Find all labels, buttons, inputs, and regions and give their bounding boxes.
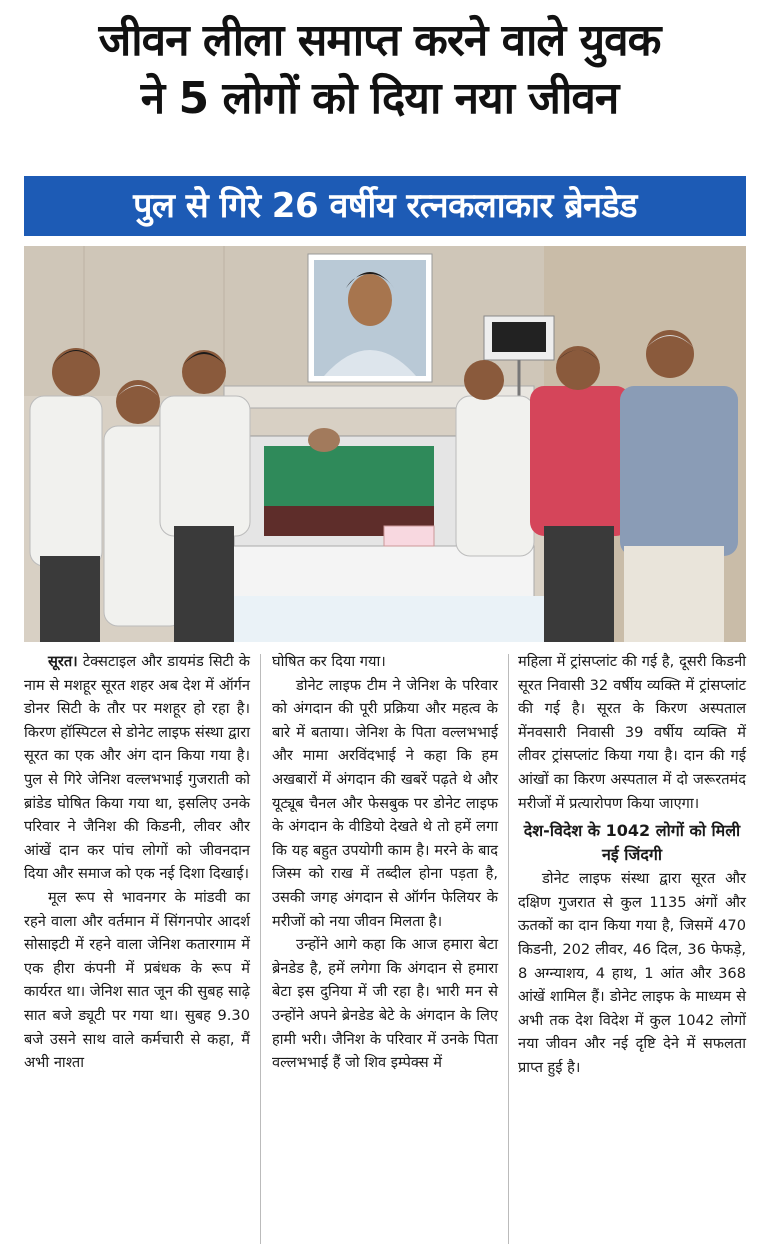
column-divider bbox=[508, 654, 509, 1244]
article-column-1 bbox=[24, 650, 250, 1246]
headline-line-1: जीवन लीला समाप्त करने वाले युवक bbox=[98, 15, 661, 66]
article-paragraph: डोनेट लाइफ टीम ने जेनिश के परिवार को अंगदान की पूरी प्रक्रिया और महत्व के बारे में बताया। जेनिश के पिता वल्लभभाई और मामा अरविंदभाई ने कहा कि हम अखबारों में अंगदान की खबरें पढ़ते थे और यूट्यूब चैनल और फेसबुक पर डोनेट लाइफ के अंगदान के वीडियो देखते थे तो हमें लगा कि यह बहुत उपयोगी काम है। मरने के बाद जिस्म को राख में तब्दील होना पड़ता है, उसकी जगह अंगदान से ऑर्गन फेलियर के मरीजों को नया जीवन मिलता है। bbox=[272, 676, 498, 930]
article-column-3 bbox=[518, 650, 746, 1246]
hospital-photo bbox=[24, 246, 746, 642]
subheadline-banner: पुल से गिरे 26 वर्षीय रत्नकलाकार ब्रेनडेड bbox=[24, 176, 746, 236]
column-divider bbox=[260, 654, 261, 1244]
article-paragraph: डोनेट लाइफ संस्था द्वारा सूरत और दक्षिण गुजरात से कुल 1135 अंगों और ऊतकों का दान किया गया है, जिसमें 470 किडनी, 202 लीवर, 46 दिल, 36 फेफड़े, 8 अग्न्याशय, 4 हाथ, 1 आंत और 368 आंखें शामिल हैं। डोनेट लाइफ के माध्यम से अभी तक देश विदेश में कुल 1042 लोगों नया जीवन और नई दृष्टि देने में सफलता प्राप्त हुई है। bbox=[518, 870, 746, 1076]
headline-line-2: ने 5 लोगों को दिया नया जीवन bbox=[140, 73, 619, 124]
section-heading: देश-विदेश के 1042 लोगों को मिली नई जिंदगी bbox=[523, 821, 741, 865]
article-paragraph bbox=[24, 650, 250, 886]
article-paragraph: घोषित कर दिया गया। bbox=[272, 653, 386, 670]
paragraph-text: टेक्सटाइल और डायमंड सिटी के नाम से मशहूर सूरत शहर अब देश में ऑर्गन डोनर सिटी के तौर पर मशहूर हो रहा है। किरण हॉस्पिटल से डोनेट लाइफ संस्था द्वारा सूरत का एक और अंग दान किया गया है। पुल से गिरे जेनिश वल्लभभाई गुजराती को ब्रांडेड घोषित किया गया था, इसलिए उनके परिवार ने जैनिश की किडनी, लीवर और आंखें दान कर पांच लोगों को जीवनदान दिया और समाज को एक नई दिशा दिखाई। bbox=[24, 653, 251, 883]
article-paragraph: महिला में ट्रांसप्लांट की गई है, दूसरी किडनी सूरत निवासी 32 वर्षीय व्यक्ति में ट्रांसप्लांट की गई है। सूरत के किरण अस्पताल मेंनवसारी निवासी 39 वर्षीय व्यक्ति में लीवर ट्रांसप्लांट किया गया है। दान की गई आंखों का किरण अस्पताल में दो जरूरतमंद मरीजों में प्रत्यारोपण किया जाएगा। bbox=[518, 653, 746, 812]
dateline: सूरत। bbox=[48, 653, 78, 670]
headline bbox=[0, 12, 759, 128]
article-paragraph: मूल रूप से भावनगर के मांडवी का रहने वाला और वर्तमान में सिंगनपोर आदर्श सोसाइटी में रहने वाला जेनिश कतारगाम में एक हीरा कंपनी में प्रबंधक के रूप में कार्यरत था। जेनिश सात जून की सुबह साढ़े सात बजे ड्यूटी पर गया था। सुबह 9.30 बजे उसने साथ वाले कर्मचारी से कहा, मैं अभी नाश्ता bbox=[24, 888, 250, 1072]
article-paragraph: उन्होंने आगे कहा कि आज हमारा बेटा ब्रेनडेड है, हमें लगेगा कि अंगदान से हमारा बेटा इस दुनिया में जी रहा है। भारी मन से उन्होंने अपने ब्रेनडेड बेटे के अंगदान के लिए हामी भरी। जैनिश के परिवार में उनके पिता वल्लभभाई हैं जो शिव इम्पेक्स में bbox=[272, 936, 498, 1072]
article-column-2 bbox=[272, 650, 498, 1246]
